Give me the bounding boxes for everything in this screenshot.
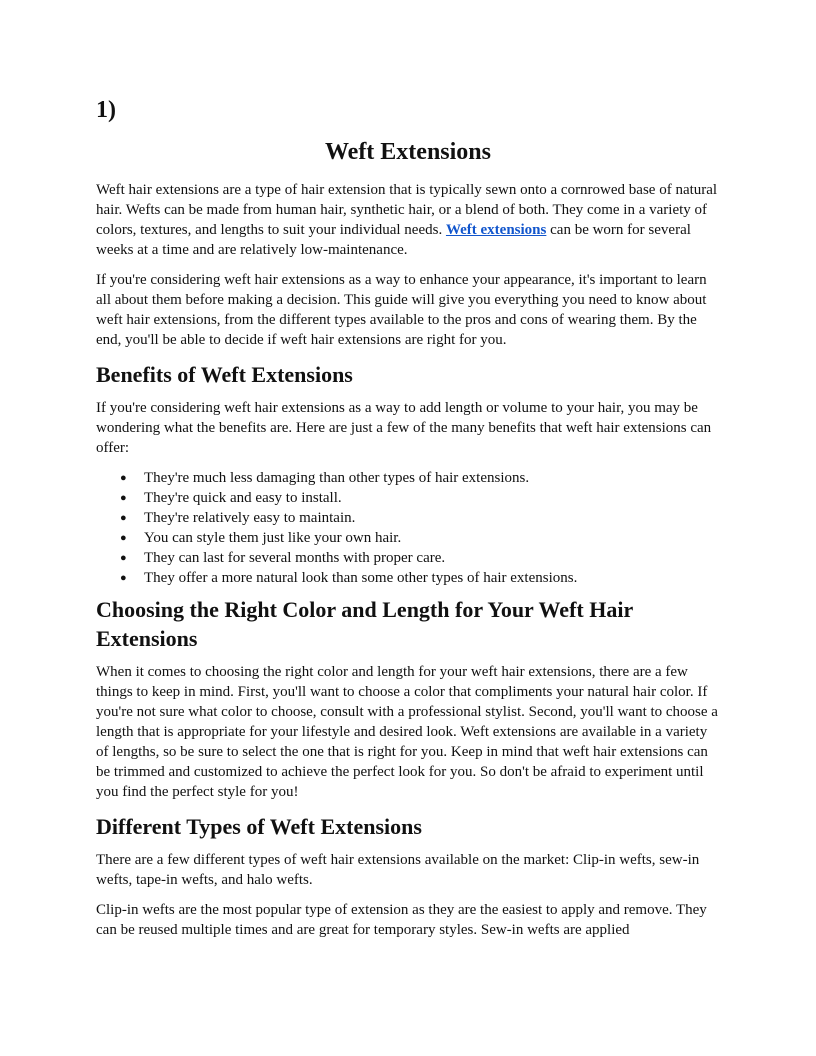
bullet-icon: ● [120,492,127,504]
bullet-icon: ● [120,552,127,564]
bullet-icon: ● [120,572,127,584]
types-paragraph-2: Clip-in wefts are the most popular type of extension as they are the easiest to apply and remove. They can be reused multiple times and are great for temporary styles. Sew-in wefts are applied [96,902,707,938]
guide-paragraph: If you're considering weft hair extensions as a way to enhance your appearance, it's important to learn all about them before making a decision. This guide will give you everything you need to know about weft hair extensions, from the different types available to the pros and cons of wearing them. By the end, you'll be able to decide if weft hair extensions are right for you. [96,272,707,348]
document-page [96,96,720,950]
types-heading: Different Types of Weft Extensions [96,814,422,839]
page-title: Weft Extensions [324,139,491,165]
bullet-icon: ● [120,512,127,524]
list-item: ● They can last for several months with proper care. [120,550,446,566]
benefits-list [96,468,720,588]
list-item: ● You can style them just like your own hair. [120,530,402,546]
intro-text-before: Weft hair extensions are a type of hair extension that is typically sewn onto a cornrowed base of natural hair. Wefts can be made from human hair, synthetic hair, or a blend of both. They come in a variety of colors, textures, and lengths to suit your individual needs. [96,182,718,238]
list-item: ● They offer a more natural look than some other types of hair extensions. [120,570,578,586]
intro-paragraph [96,180,720,260]
list-item: ● They're much less damaging than other types of hair extensions. [120,470,530,486]
benefits-heading: Benefits of Weft Extensions [96,362,353,387]
benefits-intro: If you're considering weft hair extensions as a way to add length or volume to your hair, you may be wondering what the benefits are. Here are just a few of the many benefits that weft hair extensions can offer: [96,400,712,456]
choosing-heading: Choosing the Right Color and Length for Your Weft Hair Extensions [96,597,633,651]
bullet-icon: ● [120,472,127,484]
list-item: ● They're quick and easy to install. [120,490,342,506]
list-item: ● They're relatively easy to maintain. [120,510,356,526]
section-number: 1) [96,97,116,123]
bullet-icon: ● [120,532,127,544]
weft-extensions-link[interactable]: Weft extensions [445,222,547,238]
choosing-paragraph: When it comes to choosing the right color and length for your weft hair extensions, there are a few things to keep in mind. First, you'll want to choose a color that compliments your natural hair color. If you're not sure what color to choose, consult with a professional stylist. Second, you'll want to choose a length that is appropriate for your lifestyle and desired look. Weft extensions are available in a variety of lengths, so be sure to select the one that is right for you. Keep in mind that weft hair extensions can be trimmed and customized to achieve the perfect look for you. So don't be afraid to experiment until you find the perfect style for you! [96,664,718,800]
intro-text-after: can be worn for several weeks at a time and are relatively low-maintenance. [96,222,691,258]
types-paragraph-1: There are a few different types of weft hair extensions available on the market: Clip-in wefts, sew-in wefts, tape-in wefts, and halo wefts. [96,852,700,888]
